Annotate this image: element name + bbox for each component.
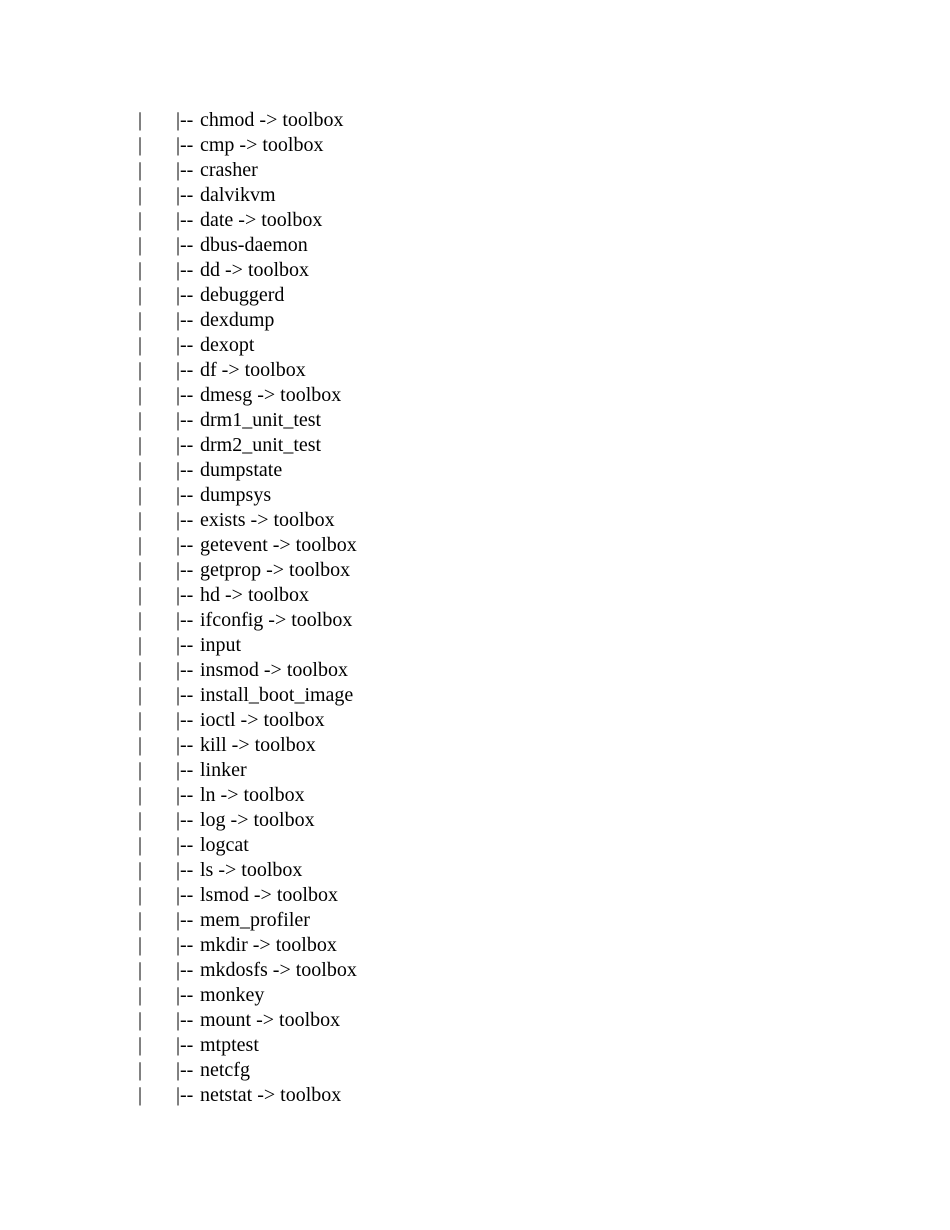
tree-outer-bar: | <box>138 834 143 856</box>
tree-entry <box>0 908 950 933</box>
tree-branch-prefix: |-- <box>176 359 194 381</box>
tree-branch-prefix: |-- <box>176 259 194 281</box>
tree-outer-bar: | <box>138 134 143 156</box>
tree-entry <box>0 208 950 233</box>
tree-entry <box>0 433 950 458</box>
tree-outer-bar: | <box>138 734 143 756</box>
tree-entry <box>0 258 950 283</box>
tree-branch-prefix: |-- <box>176 709 194 731</box>
tree-entry-name: mount -> toolbox <box>200 1009 341 1031</box>
tree-outer-bar: | <box>138 859 143 881</box>
tree-branch-prefix: |-- <box>176 609 194 631</box>
tree-entry-name: cmp -> toolbox <box>200 134 324 156</box>
tree-entry-name: dumpsys <box>200 484 272 506</box>
tree-entry-name: netstat -> toolbox <box>200 1084 342 1106</box>
tree-outer-bar: | <box>138 709 143 731</box>
tree-entry-name: dalvikvm <box>200 184 276 206</box>
tree-entry <box>0 983 950 1008</box>
tree-entry-name: install_boot_image <box>200 684 354 706</box>
tree-entry <box>0 533 950 558</box>
tree-outer-bar: | <box>138 1084 143 1106</box>
tree-outer-bar: | <box>138 609 143 631</box>
tree-outer-bar: | <box>138 359 143 381</box>
tree-outer-bar: | <box>138 759 143 781</box>
tree-outer-bar: | <box>138 334 143 356</box>
tree-entry-name: logcat <box>200 834 249 856</box>
tree-branch-prefix: |-- <box>176 1034 194 1056</box>
tree-entry <box>0 408 950 433</box>
tree-entry-name: exists -> toolbox <box>200 509 335 531</box>
tree-branch-prefix: |-- <box>176 834 194 856</box>
tree-outer-bar: | <box>138 234 143 256</box>
tree-outer-bar: | <box>138 809 143 831</box>
tree-branch-prefix: |-- <box>176 134 194 156</box>
tree-entry-name: drm1_unit_test <box>200 409 322 431</box>
tree-entry-name: mkdir -> toolbox <box>200 934 337 956</box>
tree-branch-prefix: |-- <box>176 634 194 656</box>
tree-outer-bar: | <box>138 684 143 706</box>
tree-entry-name: netcfg <box>200 1059 250 1081</box>
tree-branch-prefix: |-- <box>176 409 194 431</box>
tree-entry-name: insmod -> toolbox <box>200 659 348 681</box>
tree-entry-name: mkdosfs -> toolbox <box>200 959 357 981</box>
tree-entry <box>0 758 950 783</box>
tree-entry <box>0 583 950 608</box>
tree-entry-name: linker <box>200 759 247 781</box>
tree-entry <box>0 283 950 308</box>
tree-entry-name: dmesg -> toolbox <box>200 384 342 406</box>
tree-branch-prefix: |-- <box>176 309 194 331</box>
tree-branch-prefix: |-- <box>176 684 194 706</box>
tree-branch-prefix: |-- <box>176 559 194 581</box>
tree-entry <box>0 933 950 958</box>
tree-entry-name: ioctl -> toolbox <box>200 709 325 731</box>
tree-outer-bar: | <box>138 534 143 556</box>
tree-entry <box>0 958 950 983</box>
tree-entry-name: debuggerd <box>200 284 285 306</box>
tree-branch-prefix: |-- <box>176 659 194 681</box>
tree-entry-name: mem_profiler <box>200 909 310 931</box>
tree-outer-bar: | <box>138 559 143 581</box>
tree-branch-prefix: |-- <box>176 459 194 481</box>
tree-entry <box>0 158 950 183</box>
tree-outer-bar: | <box>138 584 143 606</box>
tree-outer-bar: | <box>138 259 143 281</box>
tree-entry <box>0 1083 950 1108</box>
tree-outer-bar: | <box>138 1059 143 1081</box>
tree-entry <box>0 608 950 633</box>
tree-outer-bar: | <box>138 309 143 331</box>
tree-entry <box>0 708 950 733</box>
tree-branch-prefix: |-- <box>176 484 194 506</box>
tree-branch-prefix: |-- <box>176 334 194 356</box>
tree-entry <box>0 733 950 758</box>
tree-entry <box>0 833 950 858</box>
tree-branch-prefix: |-- <box>176 434 194 456</box>
tree-entry-name: dexdump <box>200 309 275 331</box>
tree-outer-bar: | <box>138 959 143 981</box>
tree-branch-prefix: |-- <box>176 959 194 981</box>
tree-entry <box>0 883 950 908</box>
tree-entry-name: dexopt <box>200 334 255 356</box>
tree-branch-prefix: |-- <box>176 734 194 756</box>
tree-entry <box>0 683 950 708</box>
tree-entry <box>0 658 950 683</box>
tree-branch-prefix: |-- <box>176 934 194 956</box>
tree-entry <box>0 858 950 883</box>
tree-entry-name: date -> toolbox <box>200 209 323 231</box>
tree-branch-prefix: |-- <box>176 1084 194 1106</box>
tree-entry-name: monkey <box>200 984 265 1006</box>
tree-outer-bar: | <box>138 409 143 431</box>
tree-entry <box>0 383 950 408</box>
tree-outer-bar: | <box>138 984 143 1006</box>
tree-outer-bar: | <box>138 659 143 681</box>
tree-branch-prefix: |-- <box>176 384 194 406</box>
tree-outer-bar: | <box>138 184 143 206</box>
tree-entry-name: hd -> toolbox <box>200 584 310 606</box>
tree-entry <box>0 808 950 833</box>
tree-outer-bar: | <box>138 284 143 306</box>
tree-entry <box>0 1058 950 1083</box>
tree-branch-prefix: |-- <box>176 109 194 131</box>
tree-branch-prefix: |-- <box>176 534 194 556</box>
tree-branch-prefix: |-- <box>176 209 194 231</box>
tree-outer-bar: | <box>138 159 143 181</box>
tree-outer-bar: | <box>138 109 143 131</box>
tree-entry <box>0 783 950 808</box>
tree-outer-bar: | <box>138 884 143 906</box>
tree-entry-name: ifconfig -> toolbox <box>200 609 353 631</box>
tree-branch-prefix: |-- <box>176 284 194 306</box>
tree-entry <box>0 183 950 208</box>
tree-branch-prefix: |-- <box>176 809 194 831</box>
tree-entry <box>0 358 950 383</box>
tree-entry <box>0 558 950 583</box>
tree-branch-prefix: |-- <box>176 1009 194 1031</box>
tree-branch-prefix: |-- <box>176 859 194 881</box>
tree-entry <box>0 333 950 358</box>
tree-branch-prefix: |-- <box>176 184 194 206</box>
tree-outer-bar: | <box>138 484 143 506</box>
tree-outer-bar: | <box>138 509 143 531</box>
tree-entry-name: kill -> toolbox <box>200 734 316 756</box>
tree-entry-name: crasher <box>200 159 258 181</box>
tree-outer-bar: | <box>138 459 143 481</box>
tree-branch-prefix: |-- <box>176 234 194 256</box>
tree-entry-name: lsmod -> toolbox <box>200 884 338 906</box>
tree-entry <box>0 233 950 258</box>
tree-entry-name: ls -> toolbox <box>200 859 303 881</box>
tree-outer-bar: | <box>138 1034 143 1056</box>
tree-branch-prefix: |-- <box>176 159 194 181</box>
tree-outer-bar: | <box>138 1009 143 1031</box>
tree-entry-name: dbus-daemon <box>200 234 308 256</box>
tree-branch-prefix: |-- <box>176 884 194 906</box>
tree-entry-name: dumpstate <box>200 459 283 481</box>
tree-outer-bar: | <box>138 784 143 806</box>
tree-entry-name: dd -> toolbox <box>200 259 310 281</box>
tree-entry <box>0 308 950 333</box>
tree-entry <box>0 133 950 158</box>
tree-entry-name: df -> toolbox <box>200 359 306 381</box>
tree-branch-prefix: |-- <box>176 509 194 531</box>
tree-outer-bar: | <box>138 434 143 456</box>
tree-outer-bar: | <box>138 934 143 956</box>
tree-entry-name: getevent -> toolbox <box>200 534 357 556</box>
tree-outer-bar: | <box>138 909 143 931</box>
directory-tree-listing <box>0 108 950 1108</box>
tree-outer-bar: | <box>138 209 143 231</box>
tree-entry-name: chmod -> toolbox <box>200 109 344 131</box>
tree-entry-name: log -> toolbox <box>200 809 315 831</box>
tree-entry-name: input <box>200 634 242 656</box>
tree-entry-name: ln -> toolbox <box>200 784 305 806</box>
tree-entry <box>0 458 950 483</box>
tree-entry <box>0 508 950 533</box>
tree-entry-name: drm2_unit_test <box>200 434 322 456</box>
tree-outer-bar: | <box>138 384 143 406</box>
tree-entry-name: getprop -> toolbox <box>200 559 351 581</box>
tree-entry <box>0 1008 950 1033</box>
tree-entry <box>0 483 950 508</box>
tree-entry <box>0 1033 950 1058</box>
tree-branch-prefix: |-- <box>176 759 194 781</box>
tree-branch-prefix: |-- <box>176 784 194 806</box>
tree-entry-name: mtptest <box>200 1034 259 1056</box>
tree-branch-prefix: |-- <box>176 1059 194 1081</box>
tree-branch-prefix: |-- <box>176 584 194 606</box>
tree-entry <box>0 633 950 658</box>
tree-branch-prefix: |-- <box>176 909 194 931</box>
tree-branch-prefix: |-- <box>176 984 194 1006</box>
tree-entry <box>0 108 950 133</box>
tree-outer-bar: | <box>138 634 143 656</box>
